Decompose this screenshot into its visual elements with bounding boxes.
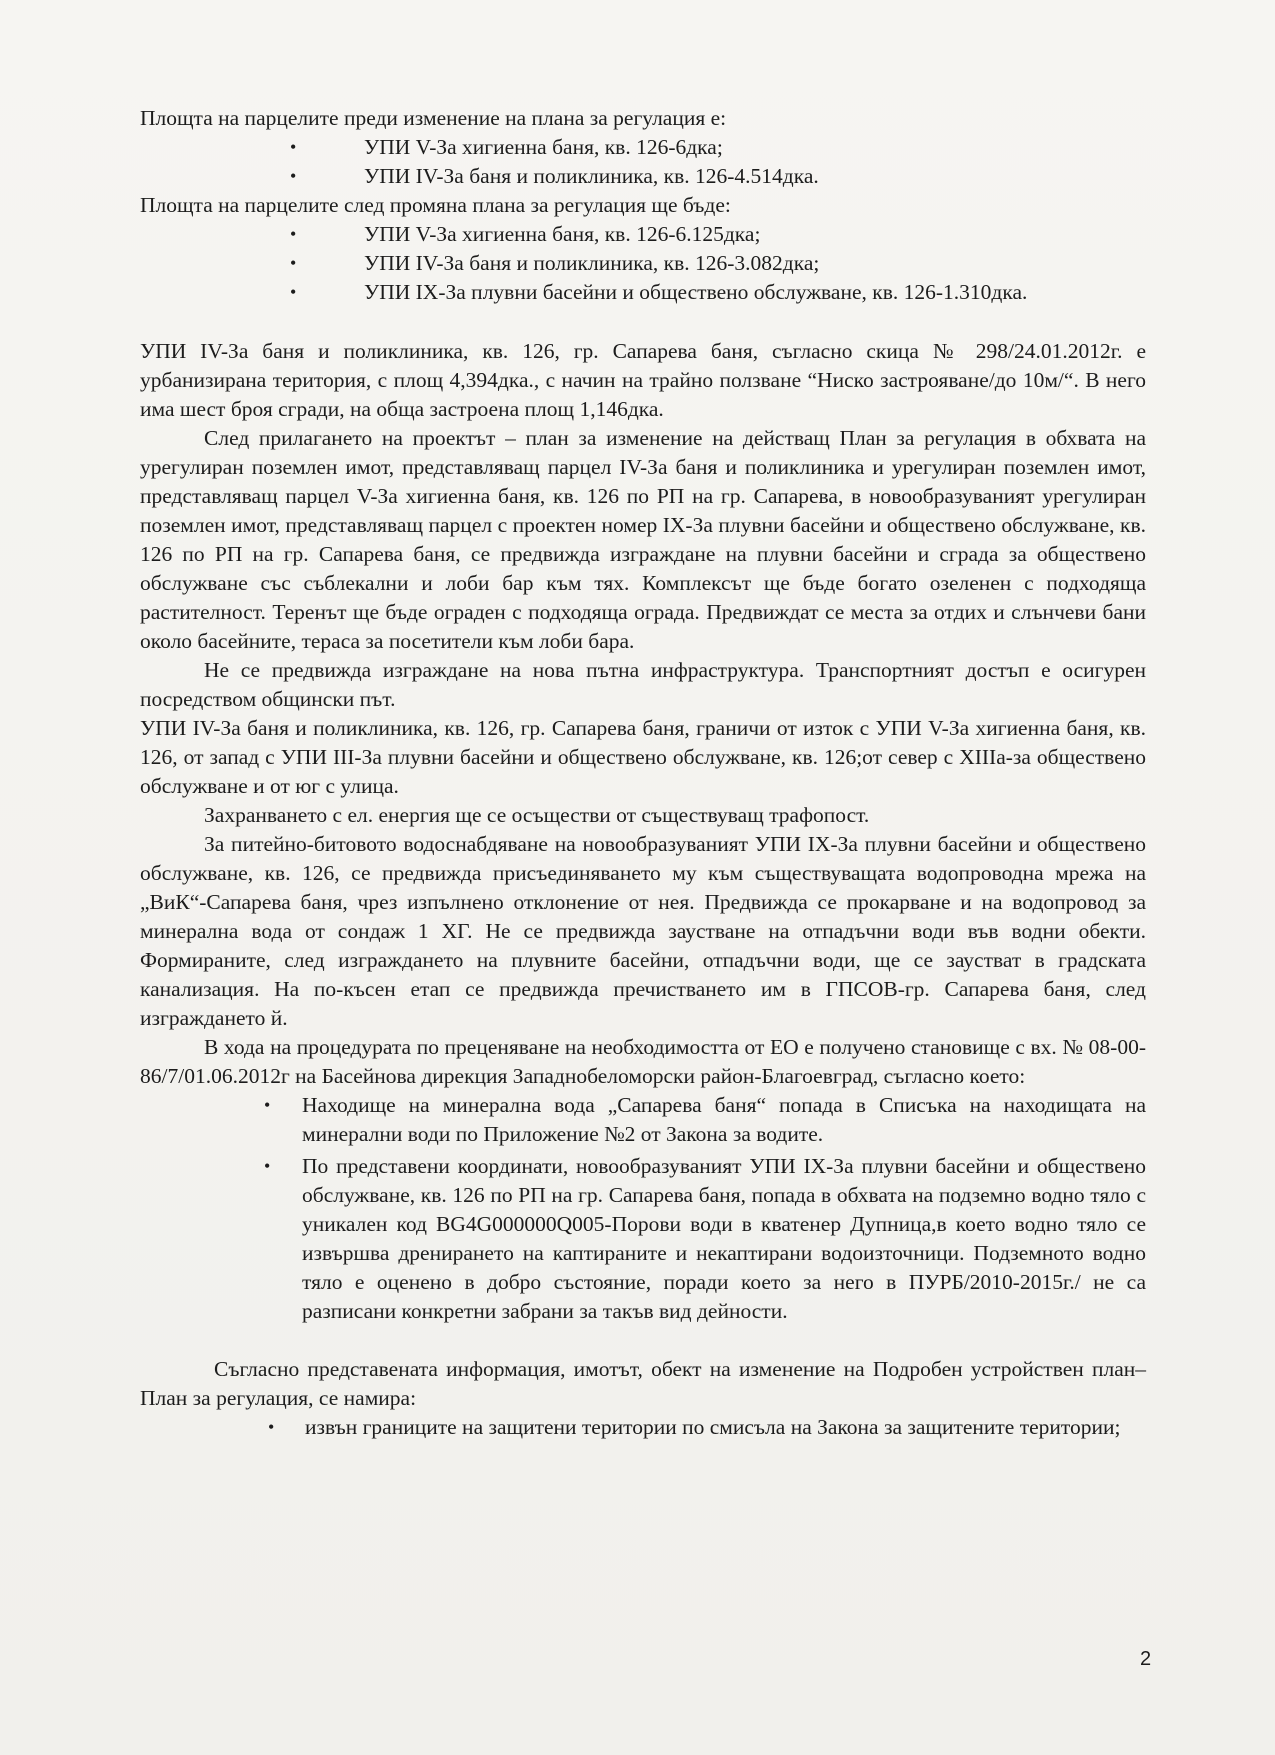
spacer (140, 307, 1146, 337)
list-item: • Находище на минерална вода „Сапарева баня“ попада в Списъка на находищата на минерални води по Приложение №2 от Закона за водите. (140, 1091, 1146, 1149)
list-item: • УПИ V-За хигиенна баня, кв. 126-6.125дка; (140, 220, 1146, 249)
paragraph: Не се предвижда изграждане на нова пътна инфраструктура. Транспортният достъп е осигурен посредством общински път. (140, 658, 1146, 711)
paragraph: В хода на процедурата по преценяване на необходимостта от ЕО е получено становище с вх. № 08-00-86/7/01.06.2012г на Басейнова дирекция Западнобеломорски район-Благоевград, съгласно което: (140, 1035, 1146, 1088)
list-item: • УПИ IV-За баня и поликлиника, кв. 126-4.514дка. (140, 162, 1146, 191)
after-list (140, 220, 1146, 307)
list-item: • По представени координати, новообразуваният УПИ IX-За плувни басейни и обществено обслужване, кв. 126 по РП на гр. Сапарева баня, попада в обхвата на подземно водно тяло с уникален код BG4G000000Q005-Порови води в кватенер Дупница,в което водно тяло се извършва дренирането на каптираните и некаптирани водоизточници. Подземното водно тяло е оценено в добро състояние, поради което за него в ПУРБ/2010-2015г./ не са разписани конкретни забрани за такъв вид дейности. (140, 1152, 1146, 1326)
intro-before: Площта на парцелите преди изменение на плана за регулация е: (140, 106, 727, 130)
paragraph: Захранването с ел. енергия ще се осъществи от съществуващ трафопост. (204, 803, 870, 827)
paragraph: УПИ IV-За баня и поликлиника, кв. 126, гр. Сапарева баня, съгласно скица № 298/24.01.2012г. е урбанизирана територия, с площ 4,394дка., с начин на трайно ползване “Ниско застрояване/до 10м/“. В него има шест броя сгради, на обща застроена площ 1,146дка. (140, 339, 1146, 421)
closing-paragraph: Съгласно представената информация, имотът, обект на изменение на Подробен устройствен план–План за регулация, се намира: (140, 1357, 1146, 1410)
page-number: 2 (1140, 1648, 1152, 1670)
list-item: • УПИ V-За хигиенна баня, кв. 126-6дка; (140, 133, 1146, 162)
paragraph: УПИ IV-За баня и поликлиника, кв. 126, гр. Сапарева баня, граничи от изток с УПИ V-За хигиенна баня, кв. 126, от запад с УПИ III-За плувни басейни и обществено обслужване, кв. 126;от север с XIIIа-за обществено обслужване и от юг с улица. (140, 716, 1146, 798)
closing-list (140, 1413, 1146, 1442)
before-list (140, 133, 1146, 191)
list-item: • извън границите на защитени територии по смисъла на Закона за защитените територии; (140, 1413, 1146, 1442)
document-body (140, 104, 1146, 1442)
basin-list (140, 1091, 1146, 1326)
paragraph: За питейно-битовото водоснабдяване на новообразуваният УПИ IX-За плувни басейни и обществено обслужване, кв. 126, се предвижда присъединяването му към съществуващата водопроводна мрежа на „ВиК“-Сапарева баня, чрез изпълнено отклонение от нея. Предвижда се прокарване и на водопровод за минерална вода от сондаж 1 ХГ. Не се предвижда заустване на отпадъчни води във водни обекти. Формираните, след изграждането на плувните басейни, отпадъчни води, ще се заустват в градската канализация. На по-късен етап се предвижда пречистването им в ГПСОВ-гр. Сапарева баня, след изграждането й. (140, 832, 1146, 1030)
paragraph: След прилагането на проектът – план за изменение на действащ План за регулация в обхвата на урегулиран поземлен имот, представляващ парцел IV-За баня и поликлиника и урегулиран поземлен имот, представляващ парцел V-За хигиенна баня, кв. 126 по РП на гр. Сапарева, в новообразуваният урегулиран поземлен имот, представляващ парцел с проектен номер IX-За плувни басейни и обществено обслужване, кв. 126 по РП на гр. Сапарева баня, се предвижда изграждане на плувни басейни и сграда за обществено обслужване със съблекални и лоби бар към тях. Комплексът ще бъде богато озеленен с подходяща растителност. Теренът ще бъде ограден с подходяща ограда. Предвиждат се места за отдих и слънчеви бани около басейните, тераса за посетители към лоби бара. (140, 426, 1146, 653)
intro-after: Площта на парцелите след промяна плана за регулация ще бъде: (140, 193, 731, 217)
spacer (140, 1329, 1146, 1355)
list-item: • УПИ IX-За плувни басейни и обществено обслужване, кв. 126-1.310дка. (140, 278, 1146, 307)
list-item: • УПИ IV-За баня и поликлиника, кв. 126-3.082дка; (140, 249, 1146, 278)
